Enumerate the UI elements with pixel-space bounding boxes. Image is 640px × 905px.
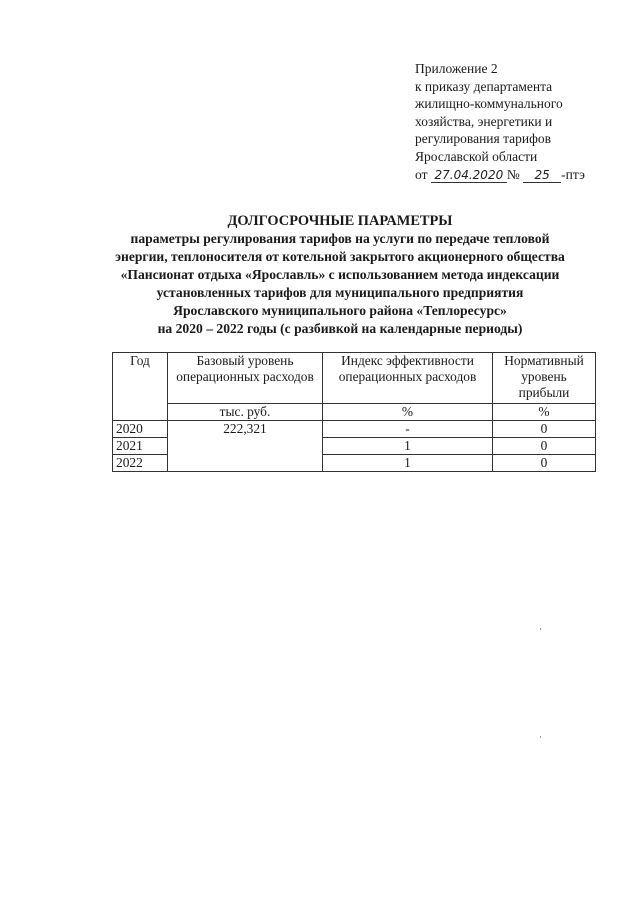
- base-level-value: 222,321: [168, 421, 323, 472]
- date-prefix: от: [415, 166, 428, 182]
- order-suffix: -птэ: [561, 166, 585, 182]
- row-norm: 0: [493, 421, 596, 438]
- table-units-row: [113, 404, 596, 421]
- unit-base: тыс. руб.: [168, 404, 323, 421]
- annex-line-4: хозяйства, энергетики и: [415, 113, 553, 129]
- header-norm-profit: Нормативный уровень прибыли: [493, 353, 596, 404]
- row-year: 2020: [113, 421, 168, 438]
- title-line-3: «Пансионат отдыха «Ярославль» с использованием метода индексации: [120, 267, 560, 282]
- row-index: 1: [323, 455, 493, 472]
- header-efficiency-index: Индекс эффективности операционных расходов: [323, 353, 493, 404]
- annex-line-5: регулирования тарифов: [415, 131, 552, 147]
- row-index: -: [323, 421, 493, 438]
- unit-index: %: [323, 404, 493, 421]
- annex-line-2: к приказу департамента: [415, 78, 553, 94]
- table-row: [113, 421, 596, 438]
- title-line-1: параметры регулирования тарифов на услуги по передаче тепловой: [130, 231, 550, 246]
- header-year: Год: [113, 353, 168, 421]
- parameters-table: [112, 352, 596, 472]
- annex-block: [415, 60, 625, 183]
- row-index: 1: [323, 438, 493, 455]
- row-year: 2022: [113, 455, 168, 472]
- title-line-2: энергии, теплоносителя от котельной закрытого акционерного общества: [115, 249, 565, 264]
- scan-speck: [540, 736, 541, 738]
- title-line-4: установленных тарифов для муниципального предприятия: [156, 285, 524, 300]
- annex-line-1: Приложение 2: [415, 61, 498, 76]
- annex-line-3: жилищно-коммунального: [415, 96, 563, 112]
- unit-norm: %: [493, 404, 596, 421]
- row-norm: 0: [493, 438, 596, 455]
- document-title: [60, 212, 620, 338]
- title-line-6: на 2020 – 2022 годы (с разбивкой на календарные периоды): [157, 321, 523, 336]
- handwritten-number: 25: [523, 168, 561, 183]
- number-sign: №: [506, 166, 520, 182]
- table-header-row: [113, 353, 596, 404]
- title-main: ДОЛГОСРОЧНЫЕ ПАРАМЕТРЫ: [227, 213, 453, 229]
- row-year: 2021: [113, 438, 168, 455]
- scan-speck: [540, 628, 541, 630]
- annex-line-6: Ярославской области: [415, 148, 538, 164]
- row-norm: 0: [493, 455, 596, 472]
- title-line-5: Ярославского муниципального района «Теплоресурс»: [173, 303, 507, 318]
- handwritten-date: 27.04.2020: [431, 168, 507, 183]
- header-base-level: Базовый уровень операционных расходов: [168, 353, 323, 404]
- annex-date-line: [415, 166, 625, 184]
